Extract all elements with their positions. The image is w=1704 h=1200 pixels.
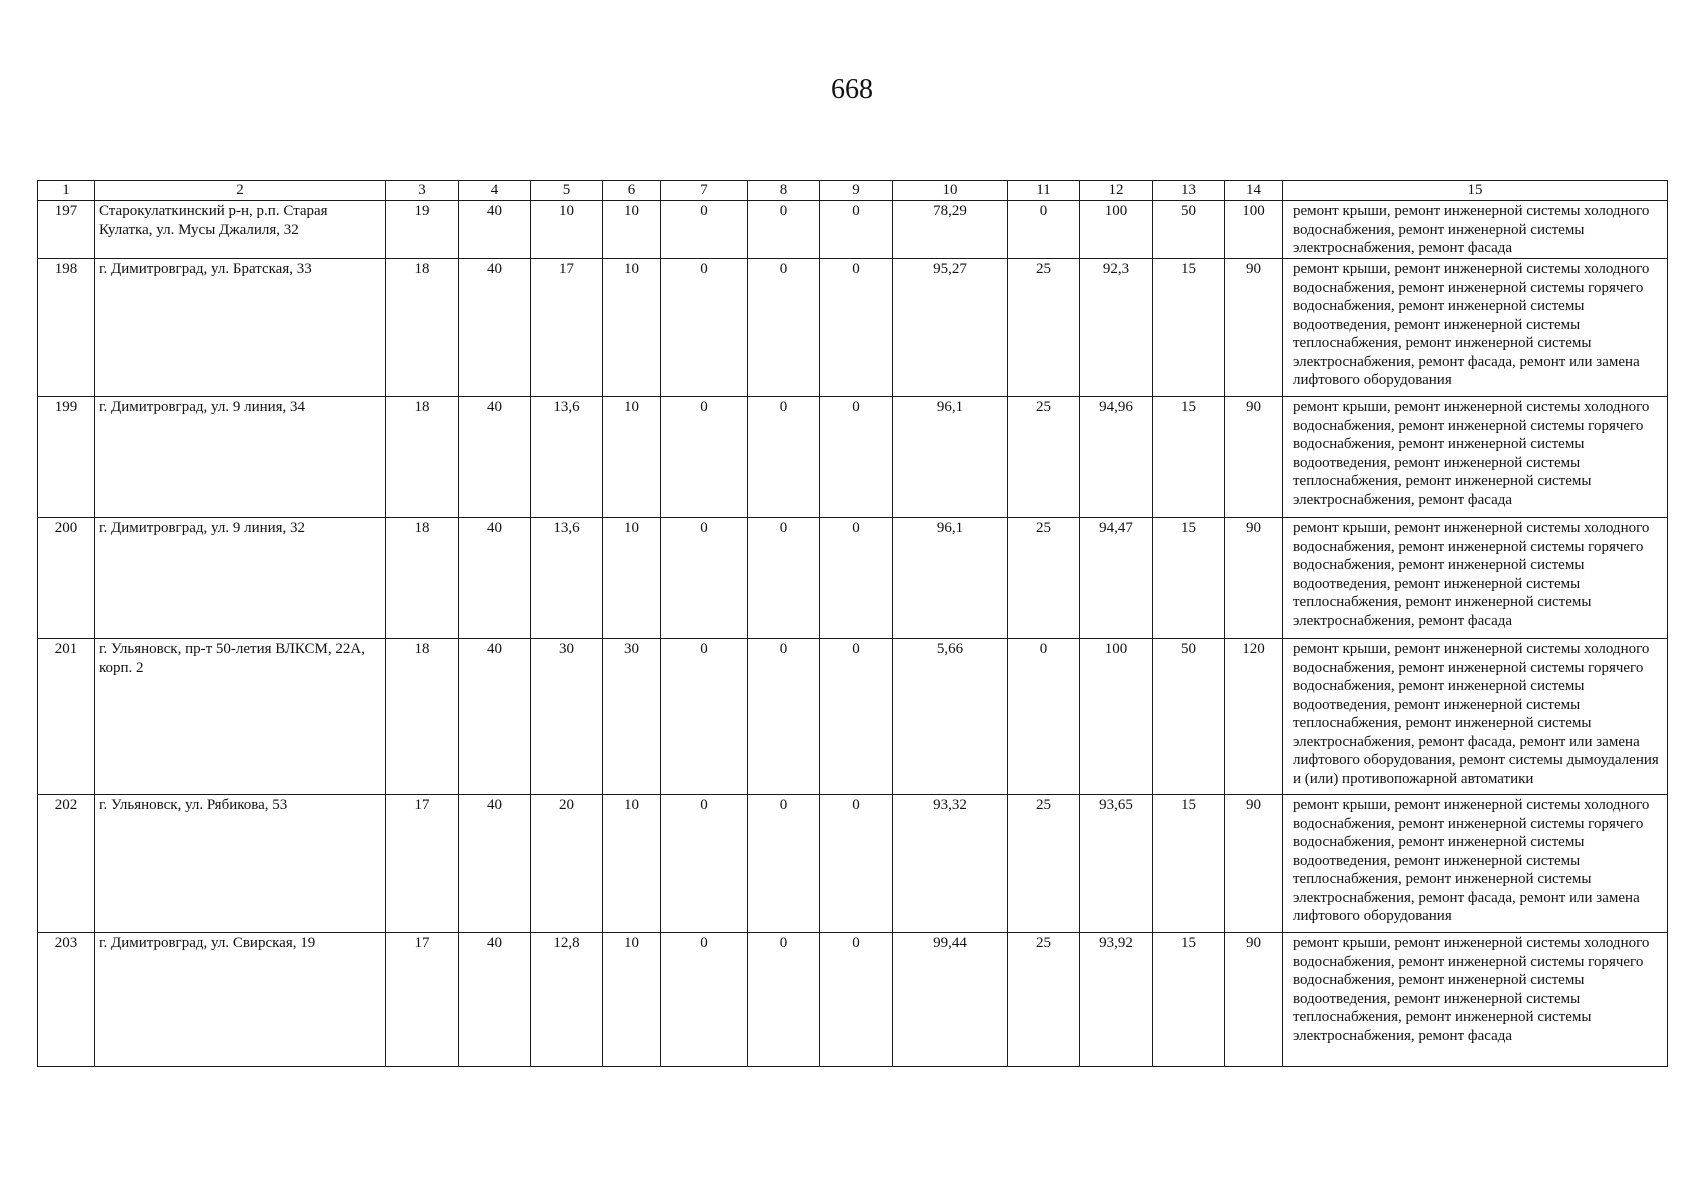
table-cell: 10 [603,259,661,397]
table-cell: 5,66 [893,639,1008,795]
table-cell: 40 [459,933,531,1067]
table-cell: 50 [1153,201,1225,259]
table-cell: 0 [748,639,820,795]
column-header: 9 [820,181,893,201]
table-cell: 96,1 [893,397,1008,518]
works-description-cell: ремонт крыши, ремонт инженерной системы холодного водоснабжения, ремонт инженерной системы горячего водоснабжения, ремонт инженерной системы водоотведения, ремонт инженерной системы теплоснабжения, ремонт инженерной системы электроснабжения, ремонт фасада, ремонт или замена лифтового оборудования [1283,259,1668,397]
table-cell: 18 [386,259,459,397]
table-cell: 40 [459,518,531,639]
table-cell: 100 [1080,639,1153,795]
table-cell: 90 [1225,795,1283,933]
table-row [38,518,1668,639]
table-cell: 0 [748,397,820,518]
row-number-cell: 198 [38,259,95,397]
table-cell: 0 [820,639,893,795]
table-row [38,933,1668,1067]
table-cell: 40 [459,795,531,933]
table-cell: 93,32 [893,795,1008,933]
row-number-cell: 201 [38,639,95,795]
column-header: 8 [748,181,820,201]
column-header: 2 [95,181,386,201]
table-cell: 20 [531,795,603,933]
table-cell: 40 [459,201,531,259]
row-number-cell: 200 [38,518,95,639]
row-number-cell: 203 [38,933,95,1067]
row-number-cell: 199 [38,397,95,518]
table-cell: 12,8 [531,933,603,1067]
column-header: 10 [893,181,1008,201]
table-cell: 90 [1225,397,1283,518]
works-description-cell: ремонт крыши, ремонт инженерной системы холодного водоснабжения, ремонт инженерной системы горячего водоснабжения, ремонт инженерной системы водоотведения, ремонт инженерной системы теплоснабжения, ремонт инженерной системы электроснабжения, ремонт фасада [1283,933,1668,1067]
works-description-cell: ремонт крыши, ремонт инженерной системы холодного водоснабжения, ремонт инженерной системы горячего водоснабжения, ремонт инженерной системы водоотведения, ремонт инженерной системы теплоснабжения, ремонт инженерной системы электроснабжения, ремонт фасада, ремонт или замена лифтового оборудования [1283,795,1668,933]
column-header: 4 [459,181,531,201]
column-header: 6 [603,181,661,201]
table-cell: 25 [1008,518,1080,639]
column-header: 1 [38,181,95,201]
table-cell: 25 [1008,397,1080,518]
table-cell: 17 [386,933,459,1067]
works-description-cell: ремонт крыши, ремонт инженерной системы холодного водоснабжения, ремонт инженерной системы электроснабжения, ремонт фасада [1283,201,1668,259]
table-cell: 18 [386,639,459,795]
table-cell: 15 [1153,397,1225,518]
table-cell: 94,47 [1080,518,1153,639]
row-number-cell: 197 [38,201,95,259]
table-row [38,795,1668,933]
table-cell: 96,1 [893,518,1008,639]
column-header: 14 [1225,181,1283,201]
table-cell: 0 [820,518,893,639]
table-cell: 0 [820,397,893,518]
table-cell: 0 [748,259,820,397]
table-cell: 93,65 [1080,795,1153,933]
table-cell: 0 [820,933,893,1067]
table-cell: 0 [820,259,893,397]
table-cell: 0 [748,201,820,259]
table-cell: 0 [748,518,820,639]
table-cell: 92,3 [1080,259,1153,397]
table-cell: 13,6 [531,518,603,639]
table-cell: 15 [1153,518,1225,639]
table-cell: 25 [1008,795,1080,933]
address-cell: г. Ульяновск, ул. Рябикова, 53 [95,795,386,933]
table-cell: 17 [386,795,459,933]
table-cell: 13,6 [531,397,603,518]
table-cell: 15 [1153,933,1225,1067]
table-cell: 15 [1153,259,1225,397]
table-cell: 0 [661,397,748,518]
column-header: 5 [531,181,603,201]
table-cell: 90 [1225,259,1283,397]
works-description-cell: ремонт крыши, ремонт инженерной системы холодного водоснабжения, ремонт инженерной системы горячего водоснабжения, ремонт инженерной системы водоотведения, ремонт инженерной системы теплоснабжения, ремонт инженерной системы электроснабжения, ремонт фасада, ремонт или замена лифтового оборудования, ремонт системы дымоудаления и (или) противопожарной автоматики [1283,639,1668,795]
table-cell: 99,44 [893,933,1008,1067]
table-cell: 18 [386,518,459,639]
table-cell: 94,96 [1080,397,1153,518]
address-cell: г. Ульяновск, пр-т 50-летия ВЛКСМ, 22А, корп. 2 [95,639,386,795]
works-description-cell: ремонт крыши, ремонт инженерной системы холодного водоснабжения, ремонт инженерной системы горячего водоснабжения, ремонт инженерной системы водоотведения, ремонт инженерной системы теплоснабжения, ремонт инженерной системы электроснабжения, ремонт фасада [1283,518,1668,639]
table-cell: 18 [386,397,459,518]
page-number: 668 [831,74,873,105]
column-header: 7 [661,181,748,201]
table-cell: 50 [1153,639,1225,795]
table-cell: 90 [1225,933,1283,1067]
table-cell: 40 [459,397,531,518]
table-cell: 17 [531,259,603,397]
table-cell: 100 [1225,201,1283,259]
registry-table [37,180,1668,1067]
table-cell: 0 [1008,201,1080,259]
column-header: 13 [1153,181,1225,201]
row-number-cell: 202 [38,795,95,933]
table-cell: 0 [661,259,748,397]
table-cell: 0 [661,639,748,795]
table-cell: 0 [820,201,893,259]
table-row [38,201,1668,259]
table-cell: 25 [1008,259,1080,397]
table-cell: 19 [386,201,459,259]
table-cell: 10 [603,933,661,1067]
table-cell: 10 [603,201,661,259]
column-header: 11 [1008,181,1080,201]
column-header: 12 [1080,181,1153,201]
table-row [38,639,1668,795]
table-cell: 0 [661,518,748,639]
table-cell: 0 [748,795,820,933]
table-cell: 15 [1153,795,1225,933]
works-description-cell: ремонт крыши, ремонт инженерной системы холодного водоснабжения, ремонт инженерной системы горячего водоснабжения, ремонт инженерной системы водоотведения, ремонт инженерной системы теплоснабжения, ремонт инженерной системы электроснабжения, ремонт фасада [1283,397,1668,518]
table-cell: 10 [603,795,661,933]
address-cell: Старокулаткинский р-н, р.п. Старая Кулатка, ул. Мусы Джалиля, 32 [95,201,386,259]
table-cell: 0 [820,795,893,933]
table-body [38,201,1668,1067]
table-cell: 10 [603,397,661,518]
address-cell: г. Димитровград, ул. Братская, 33 [95,259,386,397]
table-cell: 0 [661,933,748,1067]
table-cell: 40 [459,639,531,795]
column-header: 3 [386,181,459,201]
table-cell: 95,27 [893,259,1008,397]
table-cell: 0 [1008,639,1080,795]
table-cell: 10 [531,201,603,259]
table-cell: 25 [1008,933,1080,1067]
table-cell: 10 [603,518,661,639]
table-row [38,397,1668,518]
table-cell: 40 [459,259,531,397]
address-cell: г. Димитровград, ул. 9 линия, 34 [95,397,386,518]
address-cell: г. Димитровград, ул. 9 линия, 32 [95,518,386,639]
table-cell: 0 [661,795,748,933]
column-header: 15 [1283,181,1668,201]
table-cell: 30 [531,639,603,795]
table-cell: 93,92 [1080,933,1153,1067]
header-row [38,181,1668,201]
table-cell: 90 [1225,518,1283,639]
table-cell: 30 [603,639,661,795]
table-cell: 120 [1225,639,1283,795]
table-cell: 0 [661,201,748,259]
table-row [38,259,1668,397]
table-cell: 78,29 [893,201,1008,259]
address-cell: г. Димитровград, ул. Свирская, 19 [95,933,386,1067]
table-cell: 0 [748,933,820,1067]
table-cell: 100 [1080,201,1153,259]
